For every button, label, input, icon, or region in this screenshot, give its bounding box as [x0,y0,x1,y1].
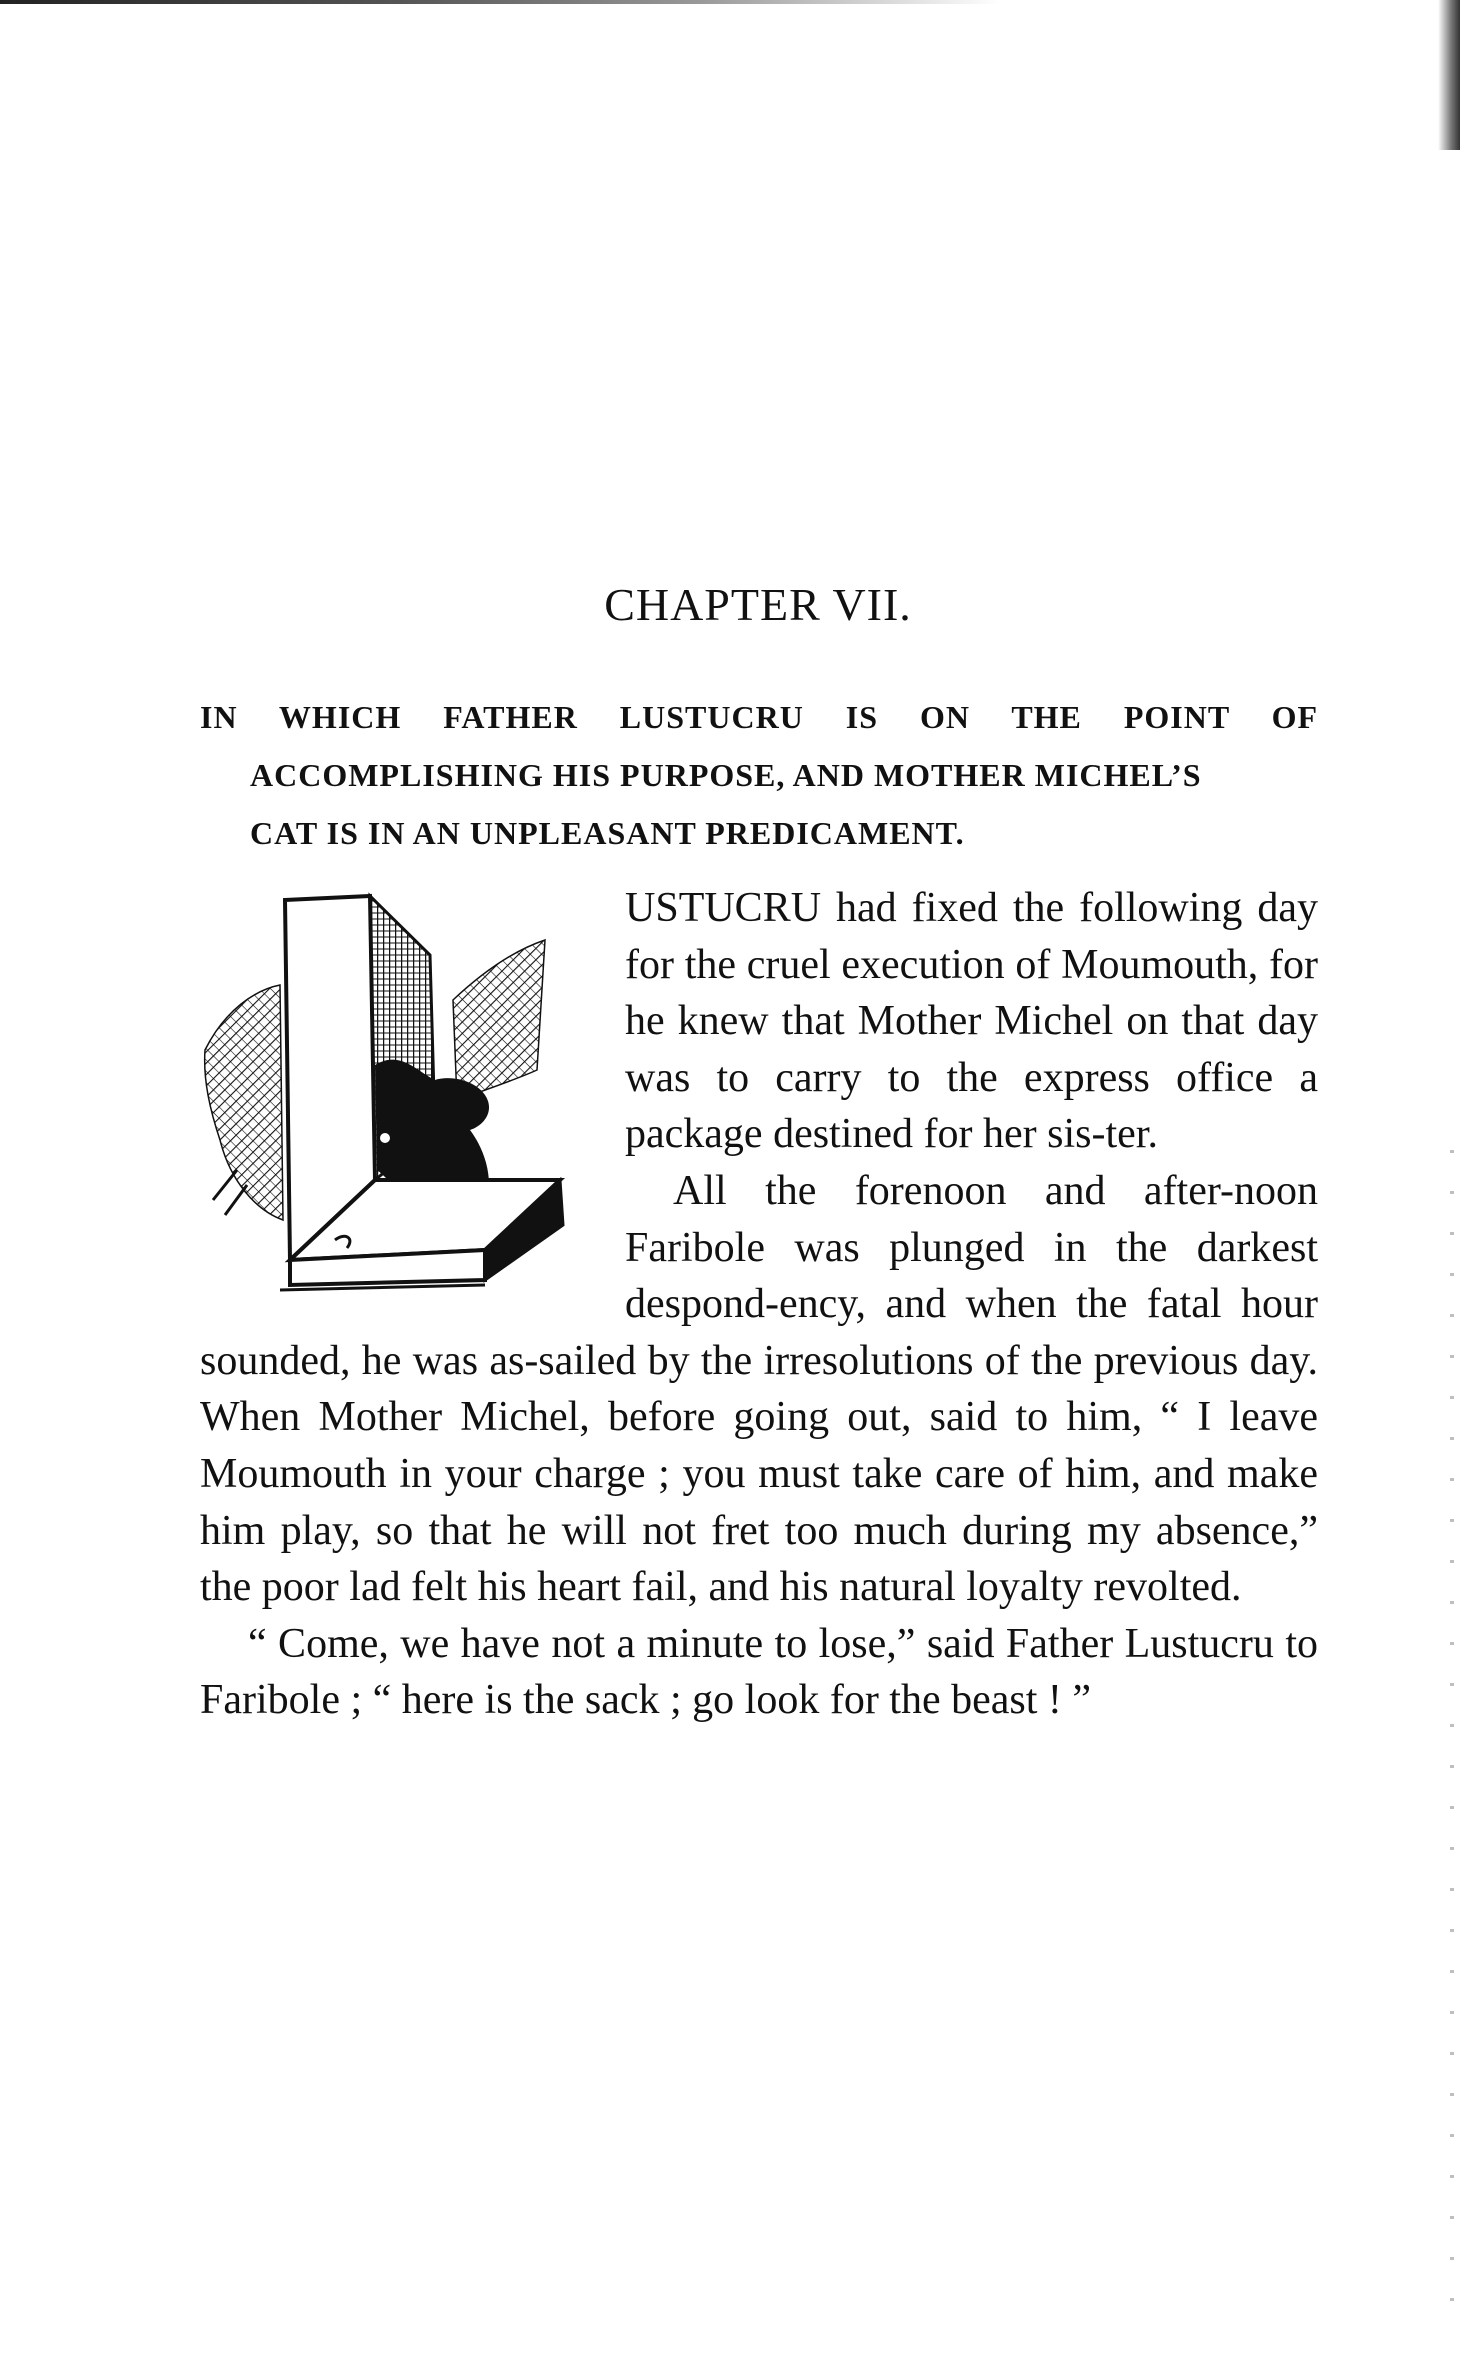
paragraph-3-text: “ Come, we have not a minute to lose,” said Father Lustucru to Faribole ; “ here is the sack ; go look for the beast ! ” [200,1620,1318,1724]
paragraph-2-text: All the forenoon and after-noon Faribole was plunged in the darkest despond-ency, and when the fatal hour sounded, he was as-sailed by the irresolutions of the previous day. When Mother Michel, before going out, said to him, “ I leave Moumouth in your charge ; you must take care of him, and make him play, so that he will not fret too much during my absence,” the poor lad felt his heart fail, and his natural loyalty revolted. [200,1167,1318,1611]
paragraph-3 [200,1616,1318,1729]
chapter-subtitle [200,688,1318,862]
page-margin-specks [1450,1150,1454,2330]
paragraph-1-text: USTUCRU had fixed the following day for the cruel execution of Moumouth, for he knew that Mother Michel on that day was to carry to the express office a package destined for her sis-ter. [625,885,1318,1158]
chapter-title: CHAPTER VII. [604,579,912,630]
chapter-subtitle-line-1: IN WHICH FATHER LUSTUCRU IS ON THE POINT OF [200,699,1318,735]
page-top-edge [0,0,1000,4]
ornamental-drop-cap-L-icon [185,880,625,1320]
page-edge-shadow [1438,0,1460,150]
chapter-subtitle-line-3: CAT IS IN AN UNPLEASANT PREDICAMENT. [250,815,965,851]
chapter-subtitle-line-2: ACCOMPLISHING HIS PURPOSE, AND MOTHER MICHEL’S [250,757,1202,793]
drop-cap-illustration [185,880,625,1330]
chapter-body [200,880,1318,1729]
